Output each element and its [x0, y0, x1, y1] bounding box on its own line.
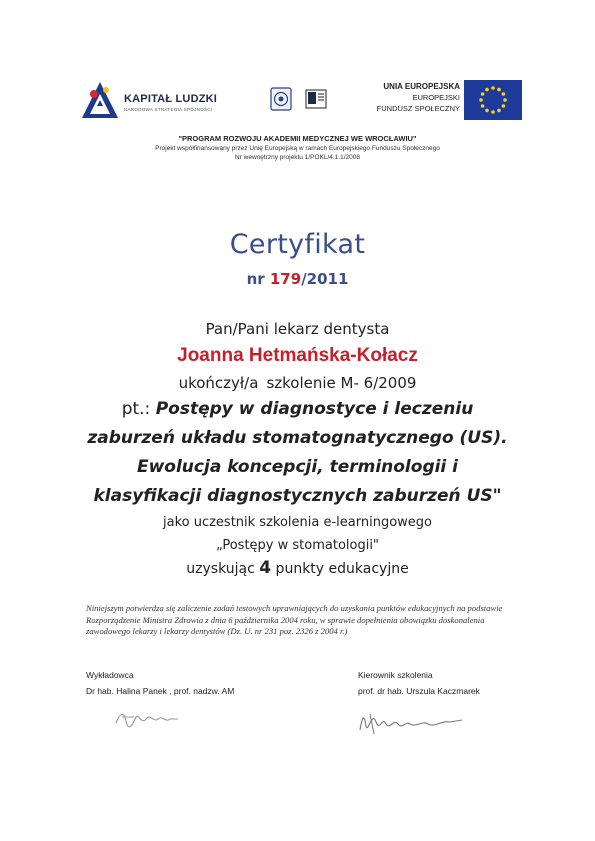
points-prefix: uzyskując — [186, 561, 260, 577]
eu-fund-label-2: FUNDUSZ SPOŁECZNY — [376, 104, 460, 113]
program-info — [60, 134, 535, 161]
certificate-title: Certyfikat — [229, 229, 366, 260]
e-learning-book-icon — [305, 88, 327, 110]
eu-fund-label-1: EUROPEJSKI — [412, 93, 460, 102]
program-name: „Postępy w stomatologii" — [216, 538, 379, 553]
eu-text — [360, 82, 460, 113]
university-emblem-icon — [270, 87, 292, 111]
kapital-ludzki-logo — [80, 80, 245, 120]
completion-line — [0, 374, 595, 392]
director-handwritten-signature-icon — [350, 700, 470, 740]
points-value: 4 — [259, 558, 272, 578]
course-director-signature-block — [358, 670, 480, 696]
points-line — [0, 558, 595, 578]
recipient-name: Joanna Hetmańska-Kołacz — [177, 345, 418, 366]
course-title-line-1 — [0, 399, 595, 419]
participant-line: jako uczestnik szkolenia e-learningowego — [162, 515, 432, 530]
certificate-number-value: 179 — [269, 270, 302, 288]
course-title-line-2: zaburzeń układu stomatognatycznego (US). — [87, 428, 508, 448]
course-title-line-3: Ewolucja koncepcji, terminologii i — [136, 457, 459, 477]
completed-label: ukończył/a — [178, 374, 259, 392]
training-label: szkolenie M- 6/2009 — [266, 374, 417, 392]
kapital-ludzki-mark-icon — [80, 80, 120, 120]
program-cofinanced: Projekt współfinansowany przez Unię Europejską w ramach Europejskiego Funduszu Społecznego — [155, 145, 440, 152]
eu-flag-icon — [464, 80, 522, 120]
certificate-number-suffix: /2011 — [301, 270, 349, 288]
lecturer-role: Wykładowca — [86, 670, 134, 680]
program-title: "PROGRAM ROZWOJU AKADEMII MEDYCZNEJ WE WROCŁAWIU" — [178, 134, 417, 143]
kapital-ludzki-title: KAPITAŁ LUDZKI — [124, 93, 218, 105]
program-project-number: Nr wewnętrzny projektu 1/POKL/4.1.1/2008 — [234, 154, 360, 161]
legal-note: Niniejszym potwierdza się zaliczenie zadań testowych uprawniających do uzyskania punktów edukacyjnych na podstawie Rozporządzenie Ministra Zdrowia z dnia 6 października 2004 roku, w sprawie dopełnienia obowiązku doskonalenia zawodowego lekarzy i lekarzy dentystów (Dz. U. nr 231 poz. 2326 z 2004 r.) — [86, 603, 503, 636]
course-line-1-text: Postępy w diagnostyce i leczeniu — [155, 399, 474, 419]
lecturer-signature-block — [86, 670, 234, 696]
lecturer-handwritten-signature-icon — [112, 705, 192, 733]
salutation: Pan/Pani lekarz dentysta — [205, 320, 390, 338]
eu-logo — [372, 80, 522, 126]
lecturer-name: Dr hab. Halina Panek , prof. nadzw. AM — [86, 686, 235, 696]
points-suffix: punkty edukacyjne — [271, 561, 409, 577]
course-director-role: Kierownik szkolenia — [358, 670, 433, 680]
certificate-number — [0, 270, 595, 288]
course-title-line-4: klasyfikacji diagnostycznych zaburzeń US" — [93, 486, 502, 506]
course-director-name: prof. dr hab. Urszula Kaczmarek — [358, 686, 480, 696]
course-prefix: pt.: — [121, 399, 156, 419]
kapital-ludzki-subtitle: NARODOWA STRATEGIA SPÓJNOŚCI — [124, 107, 213, 112]
eu-union-label: UNIA EUROPEJSKA — [383, 82, 460, 91]
certificate-number-prefix: nr — [246, 270, 270, 288]
